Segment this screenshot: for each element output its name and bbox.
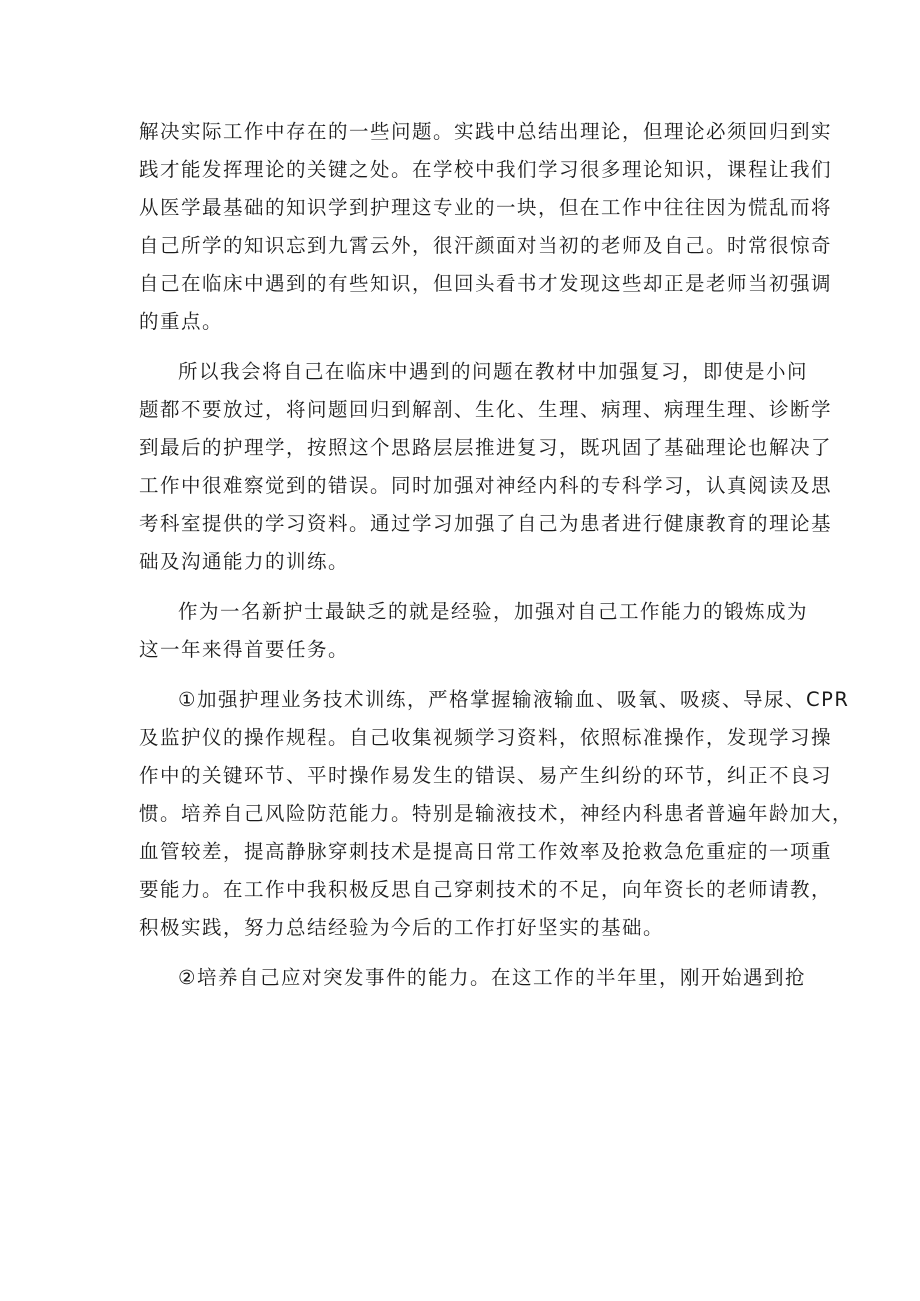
text-line: 自己在临床中遇到的有些知识，但回头看书才发现这些却正是老师当初强调 — [139, 272, 833, 295]
paragraph-5 — [139, 959, 806, 997]
text-line: 践才能发挥理论的关键之处。在学校中我们学习很多理论知识，课程让我们 — [139, 158, 833, 181]
text-line: 自己所学的知识忘到九霄云外，很汗颜面对当初的老师及自己。时常很惊奇 — [139, 234, 833, 257]
text-line: 到最后的护理学，按照这个思路层层推进复习，既巩固了基础理论也解决了 — [139, 436, 833, 459]
paragraph-4 — [139, 681, 854, 947]
text-line: 作中的关键环节、平时操作易发生的错误、易产生纠纷的环节，纠正不良习 — [139, 764, 833, 787]
text-line: 血管较差，提高静脉穿刺技术是提高日常工作效率及抢救急危重症的一项重 — [139, 840, 833, 863]
text-line: 所以我会将自己在临床中遇到的问题在教材中加强复习，即使是小问 — [178, 360, 809, 383]
text-line: 要能力。在工作中我积极反思自己穿刺技术的不足，向年资长的老师请教， — [139, 878, 833, 901]
text-line: 及监护仪的操作规程。自己收集视频学习资料，依照标准操作，发现学习操 — [139, 726, 833, 749]
text-line: 工作中很难察觉到的错误。同时加强对神经内科的专科学习，认真阅读及思 — [139, 474, 833, 497]
text-line: 的重点。 — [139, 310, 224, 333]
text-line: 考科室提供的学习资料。通过学习加强了自己为患者进行健康教育的理论基 — [139, 512, 833, 535]
document-body — [139, 113, 854, 997]
text-line: ①加强护理业务技术训练，严格掌握输液输血、吸氧、吸痰、导尿、CPR — [178, 688, 850, 711]
paragraph-1 — [139, 113, 833, 341]
paragraph-gap — [139, 669, 791, 681]
text-line: 解决实际工作中存在的一些问题。实践中总结出理论，但理论必须回归到实 — [139, 120, 833, 143]
paragraph-gap — [139, 947, 791, 959]
paragraph-3 — [139, 593, 809, 669]
text-line: 作为一名新护士最缺乏的就是经验，加强对自己工作能力的锻炼成为 — [178, 600, 809, 623]
text-line: ②培养自己应对突发事件的能力。在这工作的半年里，刚开始遇到抢 — [178, 966, 806, 989]
text-line: 这一年来得首要任务。 — [139, 638, 350, 661]
text-line: 积极实践，努力总结经验为今后的工作打好坚实的基础。 — [139, 916, 665, 939]
text-line: 题都不要放过，将问题回归到解剖、生化、生理、病理、病理生理、诊断学 — [139, 398, 833, 421]
text-line: 础及沟通能力的训练。 — [139, 550, 350, 573]
text-line: 惯。培养自己风险防范能力。特别是输液技术，神经内科患者普遍年龄加大， — [139, 802, 854, 825]
paragraph-2 — [139, 353, 833, 581]
paragraph-gap — [139, 581, 791, 593]
paragraph-gap — [139, 341, 791, 353]
text-line: 从医学最基础的知识学到护理这专业的一块，但在工作中往往因为慌乱而将 — [139, 196, 833, 219]
